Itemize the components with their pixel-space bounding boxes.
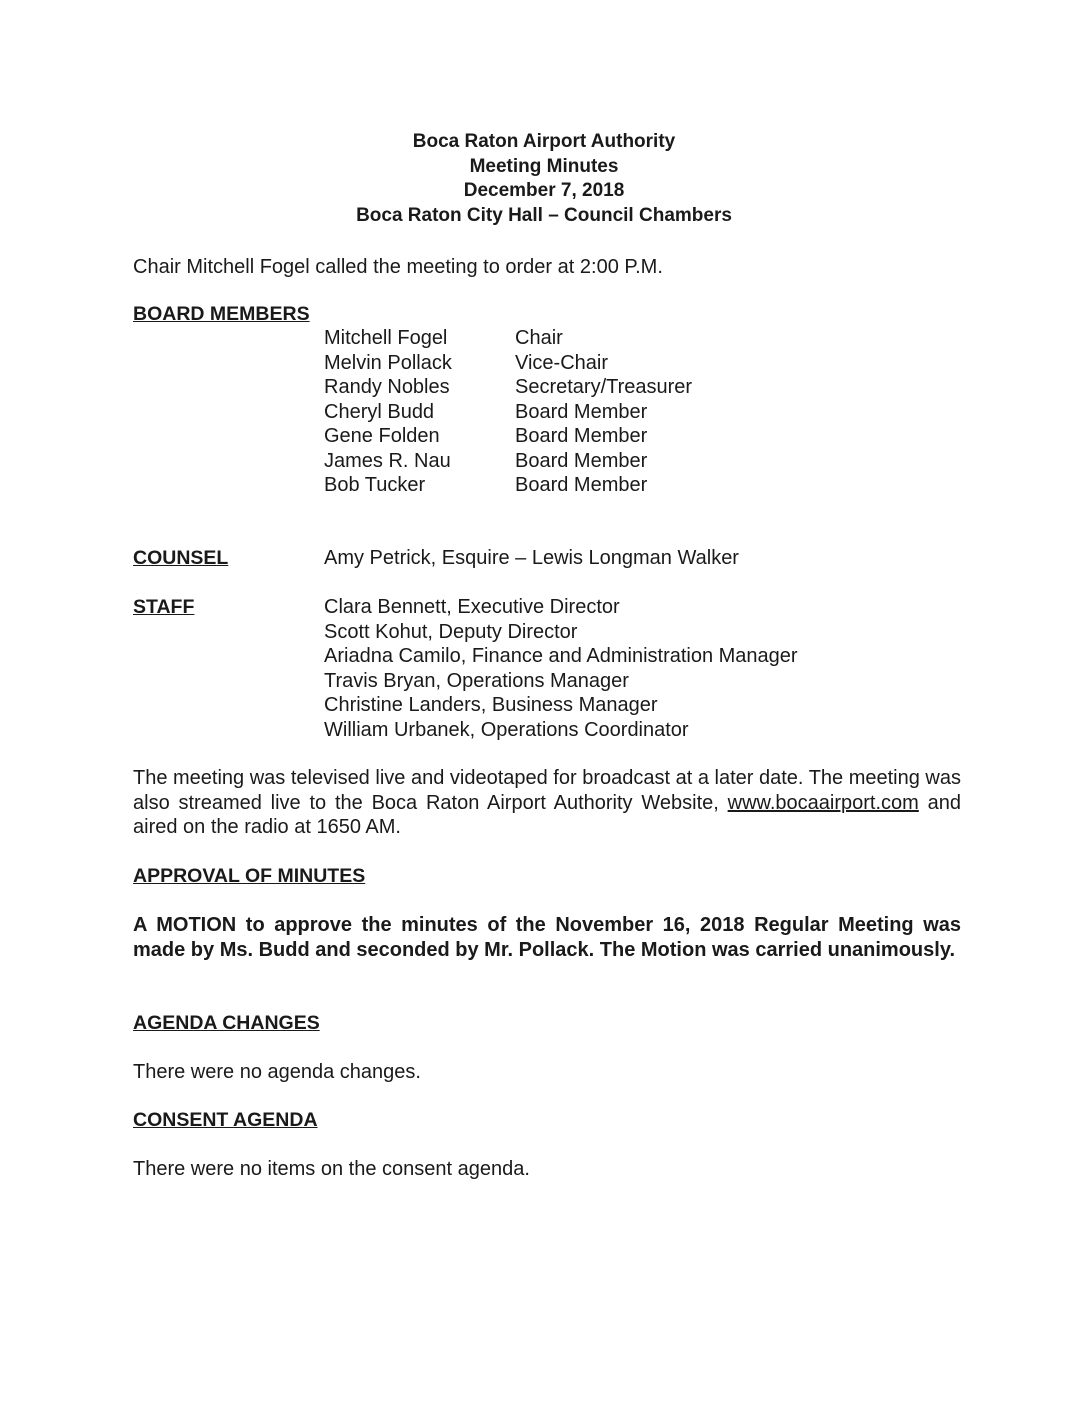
staff-heading: STAFF: [133, 596, 195, 618]
member-name: Randy Nobles: [324, 376, 450, 398]
broadcast-paragraph: [133, 766, 961, 840]
meeting-location: Boca Raton City Hall – Council Chambers: [356, 204, 732, 226]
document-title: [0, 130, 1088, 228]
list-item: [324, 449, 692, 474]
board-members-heading: BOARD MEMBERS: [133, 303, 310, 325]
list-item: Christine Landers, Business Manager: [324, 694, 658, 716]
member-name: Cheryl Budd: [324, 400, 435, 423]
board-members-list: [324, 326, 692, 498]
list-item: Scott Kohut, Deputy Director: [324, 620, 578, 643]
member-role: Secretary/Treasurer: [515, 376, 693, 398]
call-to-order: Chair Mitchell Fogel called the meeting to order at 2:00 P.M.: [133, 256, 663, 278]
approval-motion: A MOTION to approve the minutes of the November 16, 2018 Regular Meeting was made by Ms. Budd and seconded by Mr. Pollack. The Motion was carried unanimously.: [133, 914, 961, 961]
broadcast-text: The meeting was televised live and videotaped for broadcast at a later date. The meeting was also streamed live to the Boca Raton Airport Authority Website,: [133, 767, 961, 814]
list-item: [324, 326, 692, 351]
broadcast-text-after: and aired on the radio at 1650 AM.: [133, 791, 961, 838]
member-role: Board Member: [515, 474, 648, 496]
member-name: Melvin Pollack: [324, 351, 452, 374]
document-type: Meeting Minutes: [469, 155, 619, 177]
approval-of-minutes-heading: APPROVAL OF MINUTES: [133, 865, 366, 887]
staff-list: [324, 595, 798, 742]
org-name: Boca Raton Airport Authority: [412, 131, 676, 152]
counsel-heading: COUNSEL: [133, 547, 229, 569]
member-role: Chair: [515, 327, 563, 349]
list-item: [324, 473, 692, 498]
website-link[interactable]: www.bocaairport.com: [727, 791, 919, 814]
member-name: Bob Tucker: [324, 474, 426, 496]
member-role: Board Member: [515, 425, 648, 447]
list-item: [324, 424, 692, 449]
list-item: Travis Bryan, Operations Manager: [324, 669, 629, 692]
list-item: [324, 400, 692, 425]
agenda-changes-text: There were no agenda changes.: [133, 1061, 421, 1083]
consent-agenda-heading: CONSENT AGENDA: [133, 1109, 318, 1131]
counsel-name: Amy Petrick, Esquire – Lewis Longman Walker: [324, 547, 739, 569]
list-item: [324, 375, 692, 400]
consent-agenda-text: There were no items on the consent agenda.: [133, 1158, 530, 1180]
member-role: Board Member: [515, 449, 648, 472]
meeting-date: December 7, 2018: [463, 180, 625, 201]
member-name: Mitchell Fogel: [324, 327, 448, 349]
agenda-changes-heading: AGENDA CHANGES: [133, 1012, 320, 1034]
member-name: James R. Nau: [324, 449, 451, 472]
list-item: Ariadna Camilo, Finance and Administration Manager: [324, 645, 798, 667]
list-item: William Urbanek, Operations Coordinator: [324, 718, 689, 741]
list-item: Clara Bennett, Executive Director: [324, 596, 620, 618]
member-role: Board Member: [515, 400, 648, 423]
member-role: Vice-Chair: [515, 351, 608, 374]
member-name: Gene Folden: [324, 425, 440, 447]
list-item: [324, 351, 692, 376]
